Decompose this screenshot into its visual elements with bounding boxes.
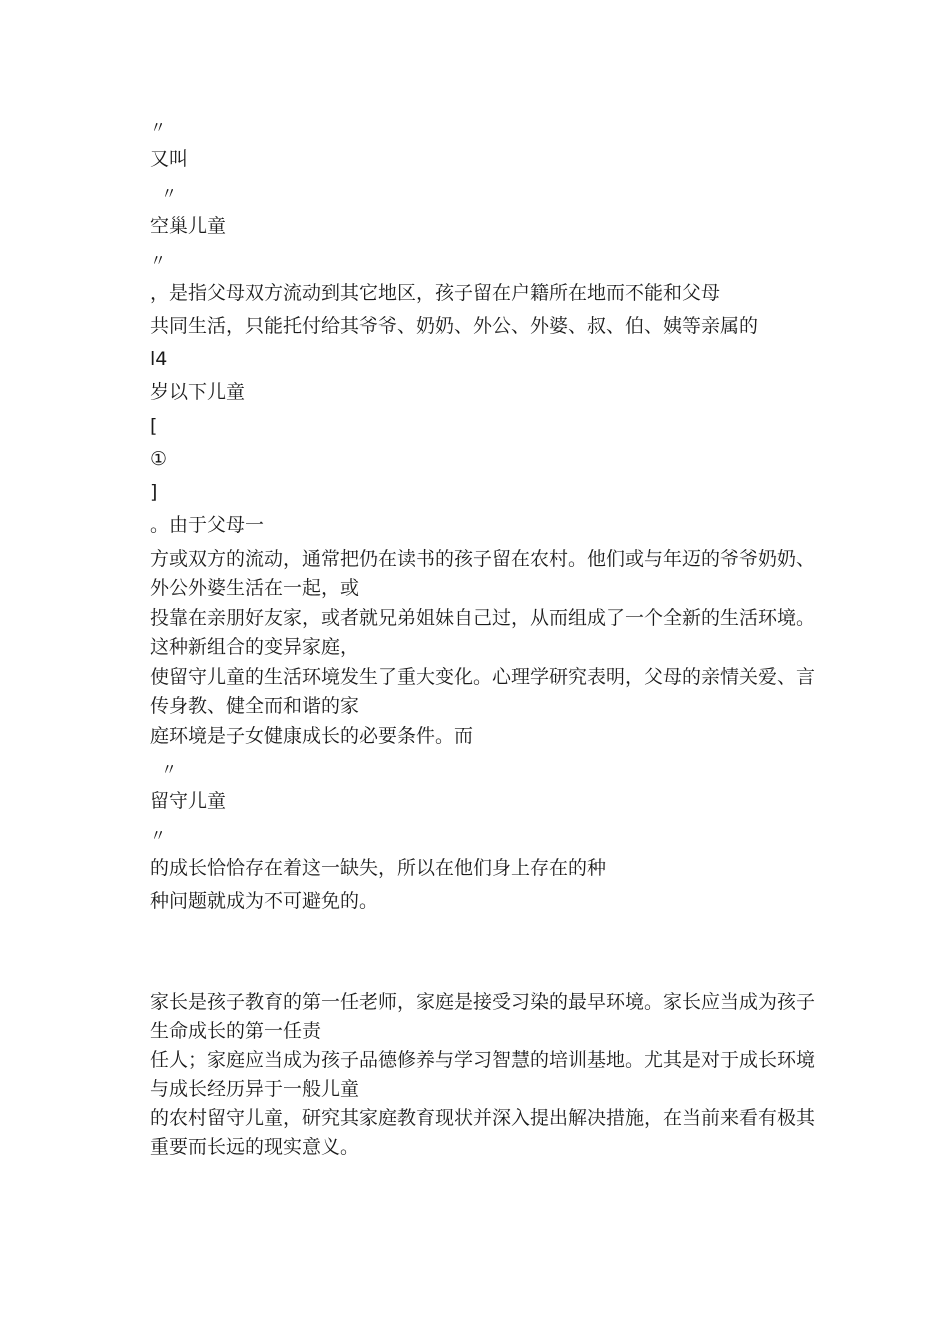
quote-mark: 〃 xyxy=(161,184,178,203)
text-fragment: [ xyxy=(150,415,158,437)
paragraph xyxy=(113,988,825,1046)
quote-mark: 〃 xyxy=(150,118,167,137)
paragraph-text: 任人；家庭应当成为孩子品德修养与学习智慧的培训基地。尤其是对于成长环境与成长经历异于一般儿童 xyxy=(150,1049,816,1100)
paragraph-text: 使留守儿童的生活环境发生了重大变化。心理学研究表明，父母的亲情关爱、言传身教、健全而和谐的家 xyxy=(150,666,816,717)
text-fragment: 的成长恰恰存在着这一缺失，所以在他们身上存在的种 xyxy=(150,857,607,879)
text-fragment: ，是指父母双方流动到其它地区，孩子留在户籍所在地而不能和父母 xyxy=(150,282,721,304)
text-fragment: 共同生活，只能托付给其爷爷、奶奶、外公、外婆、叔、伯、姨等亲属的 xyxy=(150,315,759,337)
footnote-marker: ① xyxy=(150,448,168,470)
paragraph-text: 方或双方的流动，通常把仍在读书的孩子留在农村。他们或与年迈的爷爷奶奶、外公外婆生活在一起，或 xyxy=(150,548,816,599)
paragraph xyxy=(113,604,825,662)
paragraph-text: 家长是孩子教育的第一任老师，家庭是接受习染的最早环境。家长应当成为孩子生命成长的第一任责 xyxy=(150,991,816,1042)
text-fragment: 岁以下儿童 xyxy=(150,381,246,403)
paragraph xyxy=(113,545,825,603)
quote-mark: 〃 xyxy=(150,251,167,270)
paragraph-text: 的农村留守儿童，研究其家庭教育现状并深入提出解决措施，在当前来看有极其重要而长远的现实意义。 xyxy=(150,1107,816,1158)
text-fragment: 空巢儿童 xyxy=(150,215,227,237)
text-fragment: l4 xyxy=(150,348,168,370)
text-fragment: 留守儿童 xyxy=(150,790,227,812)
quote-mark: 〃 xyxy=(161,760,178,779)
paragraph xyxy=(113,1046,825,1104)
text-fragment: ] xyxy=(150,481,158,503)
paragraph xyxy=(113,663,825,721)
paragraph-text: 投靠在亲朋好友家，或者就兄弟姐妹自己过，从而组成了一个全新的生活环境。这种新组合的变异家庭， xyxy=(150,607,816,658)
quote-mark: 〃 xyxy=(150,826,167,845)
paragraph-text: 庭环境是子女健康成长的必要条件。而 xyxy=(150,725,474,747)
text-fragment: 又叫 xyxy=(150,148,189,170)
paragraph xyxy=(113,1104,825,1162)
text-fragment: 。由于父母一 xyxy=(150,514,265,536)
text-fragment: 种问题就成为不可避免的。 xyxy=(150,890,379,912)
paragraph xyxy=(113,722,825,751)
